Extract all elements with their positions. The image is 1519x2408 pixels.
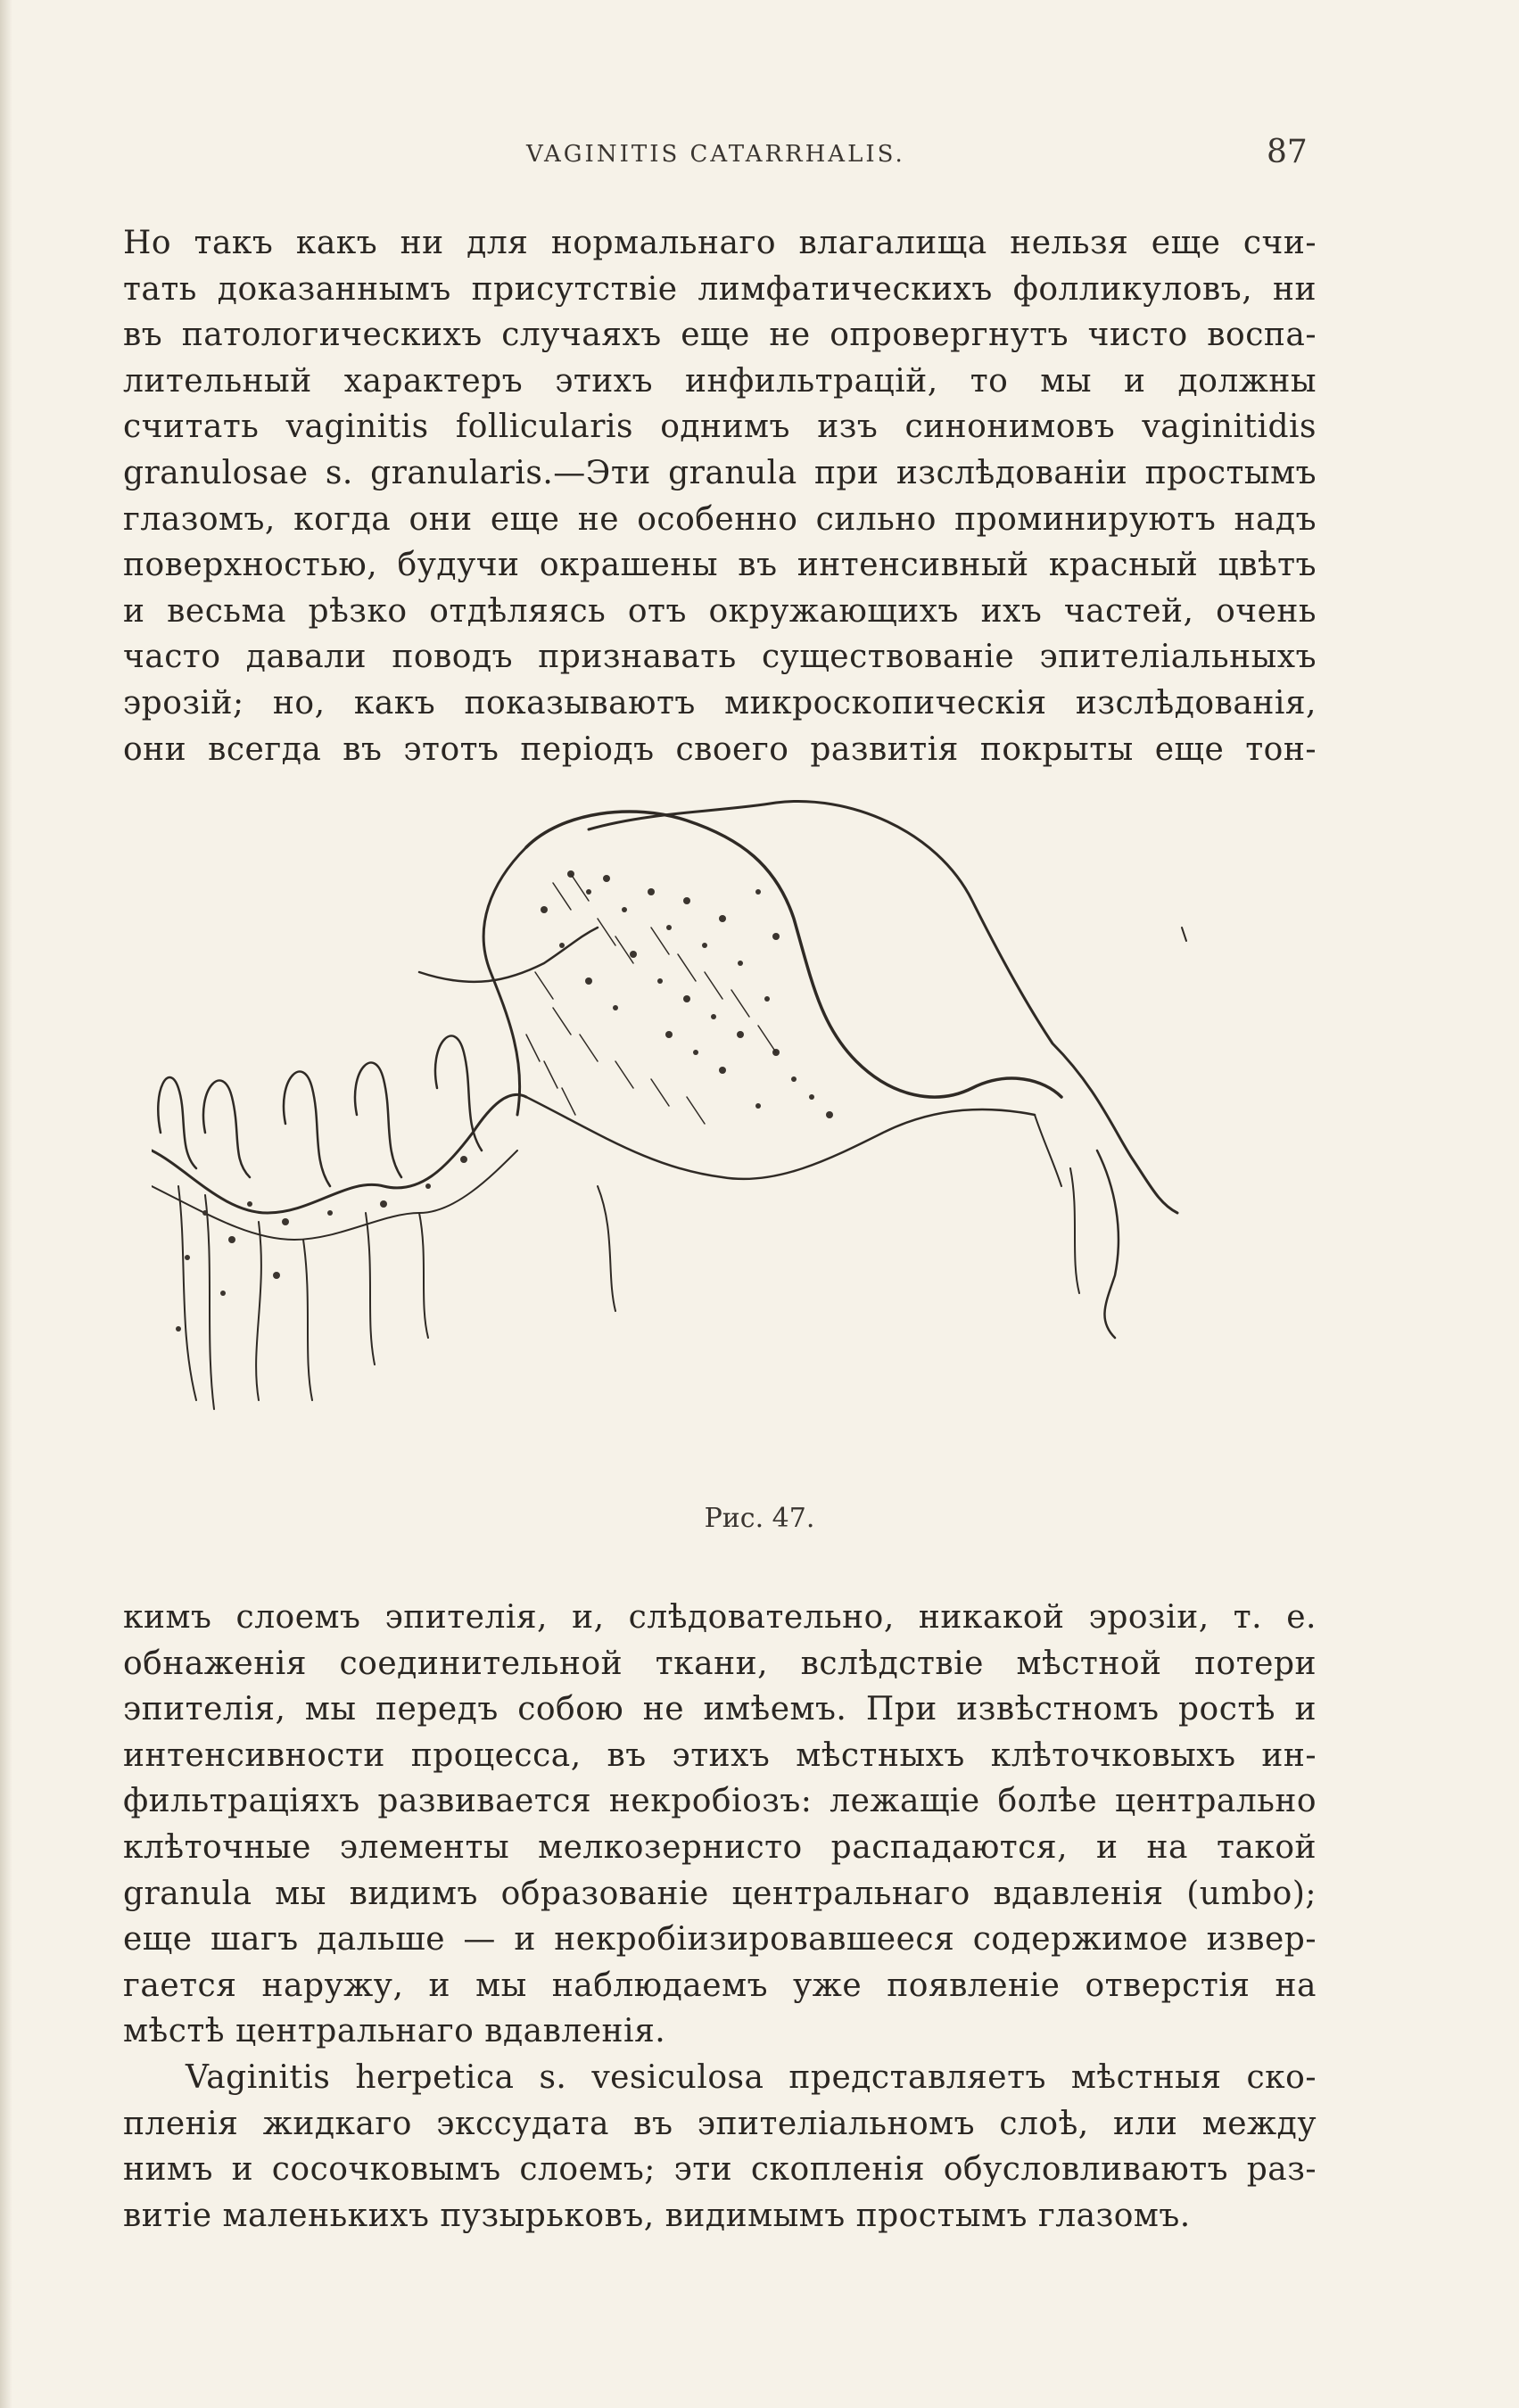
tissue-strand: [303, 1240, 312, 1400]
tissue-strand: [205, 1195, 214, 1409]
text-line: эрозій; но, какъ показываютъ микроскопическія изслѣдованія,: [123, 684, 1317, 722]
running-title: VAGINITIS CATARRHALIS.: [526, 141, 905, 168]
tissue-strand: [366, 1213, 375, 1365]
right-tissue-curve: [1097, 1150, 1119, 1338]
text-line: мѣстѣ центральнаго вдавленія.: [123, 2013, 666, 2050]
top-paragraph: [123, 220, 1317, 772]
text-line: поверхностью, будучи окрашены въ интенсивный красный цвѣтъ: [123, 547, 1317, 584]
text-line: часто давали поводъ признавать существованіе эпителіальныхъ: [123, 639, 1317, 676]
text-line: обнаженія соединительной ткани, вслѣдствіе мѣстной потери: [123, 1645, 1317, 1682]
page-edge-shadow: [0, 0, 12, 2408]
figure-caption: Рис. 47.: [704, 1503, 815, 1534]
tissue-strand: [419, 1213, 428, 1338]
text-line: интенсивности процесса, въ этихъ мѣстныхъ клѣточковыхъ ин-: [123, 1736, 1317, 1774]
text-line: витіе маленькихъ пузырьковъ, видимымъ простымъ глазомъ.: [123, 2197, 1191, 2234]
bottom-paragraph: [123, 1595, 1317, 2239]
text-line: еще шагъ дальше — и некробіизировавшееся содержимое извер-: [123, 1921, 1317, 1959]
cell-infiltrate-stipple: [176, 870, 833, 1332]
text-line: granulosae s. granularis.—Эти granula при изслѣдованіи простымъ: [123, 454, 1317, 491]
text-line: клѣточные элементы мелкозернисто распадаются, и на такой: [123, 1828, 1317, 1866]
text-line: granula мы видимъ образованіе центральнаго вдавленія (umbo);: [123, 1875, 1317, 1912]
tissue-strand: [598, 1186, 615, 1311]
page-number: 87: [1267, 134, 1308, 170]
right-tissue-curve: [1070, 1168, 1079, 1293]
text-line: въ патологическихъ случаяхъ еще не опровергнутъ чисто воспа-: [123, 317, 1317, 354]
tissue-strand: [178, 1186, 196, 1400]
text-line: пленія жидкаго экссудата въ эпителіальномъ слоѣ, или между: [123, 2105, 1317, 2142]
tissue-strand: [256, 1222, 261, 1400]
epithelium-base-right: [526, 1097, 1035, 1179]
text-line: глазомъ, когда они еще не особенно сильно проминируютъ надъ: [123, 500, 1317, 538]
tick-mark: [1182, 928, 1186, 941]
text-line: фильтраціяхъ развивается некробіозъ: лежащіе болѣе центрально: [123, 1783, 1317, 1820]
text-line: тать доказаннымъ присутствіе лимфатическихъ фолликуловъ, ни: [123, 270, 1317, 308]
text-line: эпителія, мы передъ собою не имѣемъ. При извѣстномъ ростѣ и: [123, 1691, 1317, 1728]
papilla: [355, 1062, 401, 1177]
left-thin-layer-line: [419, 928, 598, 982]
figure-47-illustration: [152, 794, 1311, 1498]
text-line: Vaginitis herpetica s. vesiculosa представляетъ мѣстныя ско-: [186, 2058, 1317, 2096]
text-line: гается наружу, и мы наблюдаемъ уже появленіе отверстія на: [123, 1967, 1317, 2004]
text-line: Но такъ какъ ни для нормальнаго влагалища нельзя еще счи-: [123, 225, 1317, 261]
granule-hatching: [526, 874, 776, 1124]
granule-outline: [526, 812, 1061, 1097]
text-line: и весьма рѣзко отдѣляясь отъ окружающихъ ихъ частей, очень: [123, 592, 1317, 630]
histology-drawing: [152, 794, 1311, 1498]
outer-membrane-line: [589, 801, 1177, 1213]
papilla: [435, 1035, 482, 1150]
text-line: они всегда въ этотъ періодъ своего развитія покрыты еще тон-: [123, 730, 1317, 768]
text-line: кимъ слоемъ эпителія, и, слѣдовательно, никакой эрозіи, т. е.: [123, 1599, 1317, 1636]
papilla: [203, 1080, 250, 1177]
papilla: [284, 1071, 330, 1186]
text-line: лительный характеръ этихъ инфильтрацій, то мы и должны: [123, 362, 1317, 400]
papilla: [158, 1077, 196, 1168]
text-line: считать vaginitis follicularis однимъ изъ синонимовъ vaginitidis: [123, 408, 1317, 446]
text-line: нимъ и сосочковымъ слоемъ; эти скопленія обусловливаютъ раз-: [123, 2151, 1317, 2189]
right-tissue-curve: [1035, 1115, 1061, 1186]
